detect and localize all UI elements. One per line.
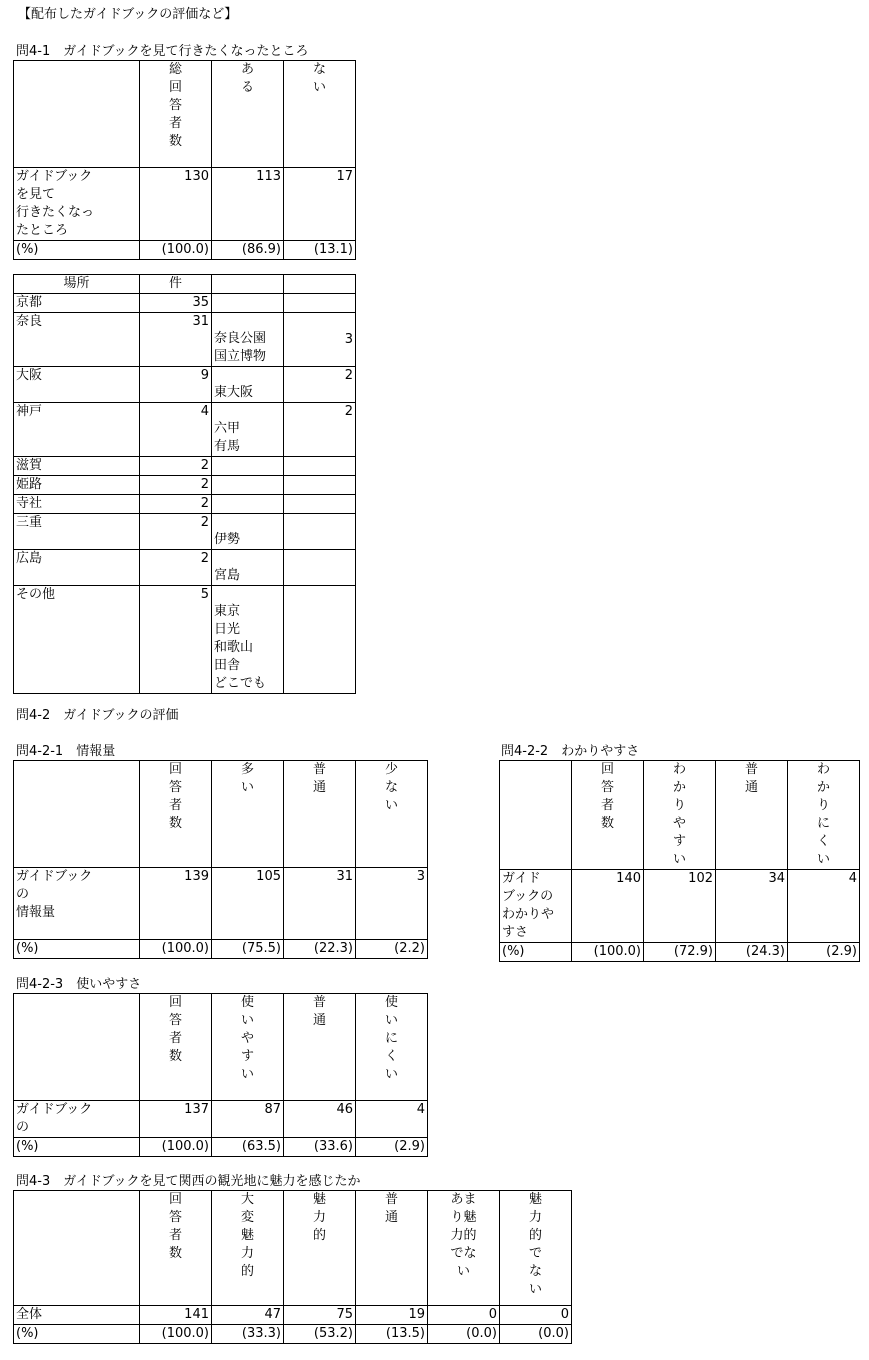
- place-name: 滋賀: [14, 457, 140, 476]
- q422-pct-normal: (24.3): [716, 943, 788, 962]
- q43-count-not: 0: [500, 1306, 572, 1325]
- q423-pct-easy: (63.5): [212, 1138, 284, 1157]
- place-name: 奈良: [14, 313, 140, 367]
- q43-pct-total: (100.0): [140, 1325, 212, 1344]
- q41-count-total: 130: [140, 168, 212, 241]
- place-name: 姫路: [14, 476, 140, 495]
- q423-row-label: ガイドブック の: [14, 1101, 140, 1138]
- q41-count-no: 17: [284, 168, 356, 241]
- q421-count-few: 3: [356, 868, 428, 940]
- q43-count-total: 141: [140, 1306, 212, 1325]
- q423-count-hard: 4: [356, 1101, 428, 1138]
- q423-col-hard: 使いにくい: [356, 994, 428, 1101]
- q42-title: 問4-2 ガイドブックの評価: [16, 708, 179, 723]
- q421-col-normal: 普通: [284, 761, 356, 868]
- place-count: 31: [140, 313, 212, 367]
- q423-title: 問4-2-3 使いやすさ: [16, 977, 142, 992]
- q43-pct-normal: (13.5): [356, 1325, 428, 1344]
- place-sub: 東大阪: [212, 367, 284, 403]
- q421-pct-normal: (22.3): [284, 940, 356, 959]
- q41-col-yes: ある: [212, 61, 284, 168]
- q422-count-total: 140: [572, 870, 644, 943]
- places-header-count: 件: [140, 275, 212, 294]
- q41-col-total: 総回答者数: [140, 61, 212, 168]
- q43-pct-label: (%): [14, 1325, 140, 1344]
- q43-col-total: 回答者数: [140, 1191, 212, 1306]
- q41-table: [13, 60, 356, 260]
- places-header-place: 場所: [14, 275, 140, 294]
- place-sub: 六甲 有馬: [212, 403, 284, 457]
- place-row: [14, 367, 356, 403]
- q43-col-not: 魅力的でない: [500, 1191, 572, 1306]
- q421-col-many: 多い: [212, 761, 284, 868]
- places-header-blank: [212, 275, 284, 294]
- q43-col-very: 大変魅力的: [212, 1191, 284, 1306]
- place-sub: [212, 457, 284, 476]
- q41-pct-yes: (86.9): [212, 241, 284, 260]
- q422-pct-easy: (72.9): [644, 943, 716, 962]
- q422-count-hard: 4: [788, 870, 860, 943]
- place-row: [14, 495, 356, 514]
- q41-title: 問4-1 ガイドブックを見て行きたくなったところ: [16, 44, 309, 59]
- place-name: 寺社: [14, 495, 140, 514]
- q421-pct-many: (75.5): [212, 940, 284, 959]
- q422-corner: [500, 761, 572, 870]
- q43-count-not-very: 0: [428, 1306, 500, 1325]
- q421-col-total: 回答者数: [140, 761, 212, 868]
- q43-count-very: 47: [212, 1306, 284, 1325]
- q423-count-easy: 87: [212, 1101, 284, 1138]
- place-name: 広島: [14, 550, 140, 586]
- place-name: その他: [14, 586, 140, 694]
- place-subcount: [284, 294, 356, 313]
- place-subcount: 2: [284, 367, 356, 403]
- q421-pct-few: (2.2): [356, 940, 428, 959]
- place-row: [14, 294, 356, 313]
- q43-pct-attractive: (53.2): [284, 1325, 356, 1344]
- place-count: 2: [140, 457, 212, 476]
- place-count: 2: [140, 495, 212, 514]
- place-subcount: [284, 550, 356, 586]
- q41-row-label: ガイドブック を見て 行きたくなっ たところ: [14, 168, 140, 241]
- q423-count-total: 137: [140, 1101, 212, 1138]
- q423-corner: [14, 994, 140, 1101]
- place-row: [14, 514, 356, 550]
- q421-col-few: 少ない: [356, 761, 428, 868]
- place-name: 京都: [14, 294, 140, 313]
- q422-col-hard: わかりにくい: [788, 761, 860, 870]
- q41-col-no: ない: [284, 61, 356, 168]
- place-row: [14, 550, 356, 586]
- place-sub: [212, 476, 284, 495]
- q43-count-attractive: 75: [284, 1306, 356, 1325]
- q43-corner: [14, 1191, 140, 1306]
- q422-row-label: ガイド ブックの わかりや すさ: [500, 870, 572, 943]
- place-row: [14, 476, 356, 495]
- q421-corner: [14, 761, 140, 868]
- q41-pct-label: (%): [14, 241, 140, 260]
- q421-count-many: 105: [212, 868, 284, 940]
- place-name: 大阪: [14, 367, 140, 403]
- q422-pct-label: (%): [500, 943, 572, 962]
- q423-col-normal: 普通: [284, 994, 356, 1101]
- q423-pct-hard: (2.9): [356, 1138, 428, 1157]
- place-count: 35: [140, 294, 212, 313]
- q423-col-easy: 使いやすい: [212, 994, 284, 1101]
- q421-row-label: ガイドブック の 情報量: [14, 868, 140, 940]
- place-sub: 奈良公園 国立博物: [212, 313, 284, 367]
- place-sub: [212, 495, 284, 514]
- q423-pct-normal: (33.6): [284, 1138, 356, 1157]
- q422-col-total: 回答者数: [572, 761, 644, 870]
- q43-title: 問4-3 ガイドブックを見て関西の観光地に魅力を感じたか: [16, 1174, 361, 1189]
- place-name: 神戸: [14, 403, 140, 457]
- q41-pct-total: (100.0): [140, 241, 212, 260]
- place-count: 5: [140, 586, 212, 694]
- q422-table: [499, 760, 860, 962]
- q43-pct-very: (33.3): [212, 1325, 284, 1344]
- q43-pct-not-very: (0.0): [428, 1325, 500, 1344]
- place-sub: 東京 日光 和歌山 田舎 どこでも: [212, 586, 284, 694]
- q43-pct-not: (0.0): [500, 1325, 572, 1344]
- place-subcount: 3: [284, 313, 356, 367]
- place-count: 9: [140, 367, 212, 403]
- q422-col-normal: 普通: [716, 761, 788, 870]
- place-name: 三重: [14, 514, 140, 550]
- place-row: [14, 586, 356, 694]
- q421-count-total: 139: [140, 868, 212, 940]
- place-subcount: [284, 476, 356, 495]
- q421-pct-label: (%): [14, 940, 140, 959]
- place-row: [14, 403, 356, 457]
- q43-row-label: 全体: [14, 1306, 140, 1325]
- place-sub: 伊勢: [212, 514, 284, 550]
- place-sub: 宮島: [212, 550, 284, 586]
- place-subcount: 2: [284, 403, 356, 457]
- q423-table: [13, 993, 428, 1157]
- place-subcount: [284, 514, 356, 550]
- q422-col-easy: わかりやすい: [644, 761, 716, 870]
- q422-pct-hard: (2.9): [788, 943, 860, 962]
- place-subcount: [284, 586, 356, 694]
- place-count: 2: [140, 476, 212, 495]
- q43-count-normal: 19: [356, 1306, 428, 1325]
- q43-col-not-very: あまり魅力的でない: [428, 1191, 500, 1306]
- q423-pct-label: (%): [14, 1138, 140, 1157]
- page-heading: 【配布したガイドブックの評価など】: [18, 7, 238, 22]
- place-count: 2: [140, 514, 212, 550]
- q43-table: [13, 1190, 572, 1344]
- place-subcount: [284, 457, 356, 476]
- places-header-blank: [284, 275, 356, 294]
- place-row: [14, 457, 356, 476]
- place-row: [14, 313, 356, 367]
- q423-pct-total: (100.0): [140, 1138, 212, 1157]
- q422-count-normal: 34: [716, 870, 788, 943]
- q422-title: 問4-2-2 わかりやすさ: [501, 744, 640, 759]
- place-subcount: [284, 495, 356, 514]
- q423-col-total: 回答者数: [140, 994, 212, 1101]
- q421-count-normal: 31: [284, 868, 356, 940]
- place-count: 4: [140, 403, 212, 457]
- q422-pct-total: (100.0): [572, 943, 644, 962]
- q41-corner: [14, 61, 140, 168]
- q41-count-yes: 113: [212, 168, 284, 241]
- q421-table: [13, 760, 428, 959]
- q421-title: 問4-2-1 情報量: [16, 744, 116, 759]
- q422-count-easy: 102: [644, 870, 716, 943]
- places-table: [13, 274, 356, 694]
- q421-pct-total: (100.0): [140, 940, 212, 959]
- q41-pct-no: (13.1): [284, 241, 356, 260]
- place-sub: [212, 294, 284, 313]
- q43-col-attractive: 魅力的: [284, 1191, 356, 1306]
- q43-col-normal: 普通: [356, 1191, 428, 1306]
- q423-count-normal: 46: [284, 1101, 356, 1138]
- place-count: 2: [140, 550, 212, 586]
